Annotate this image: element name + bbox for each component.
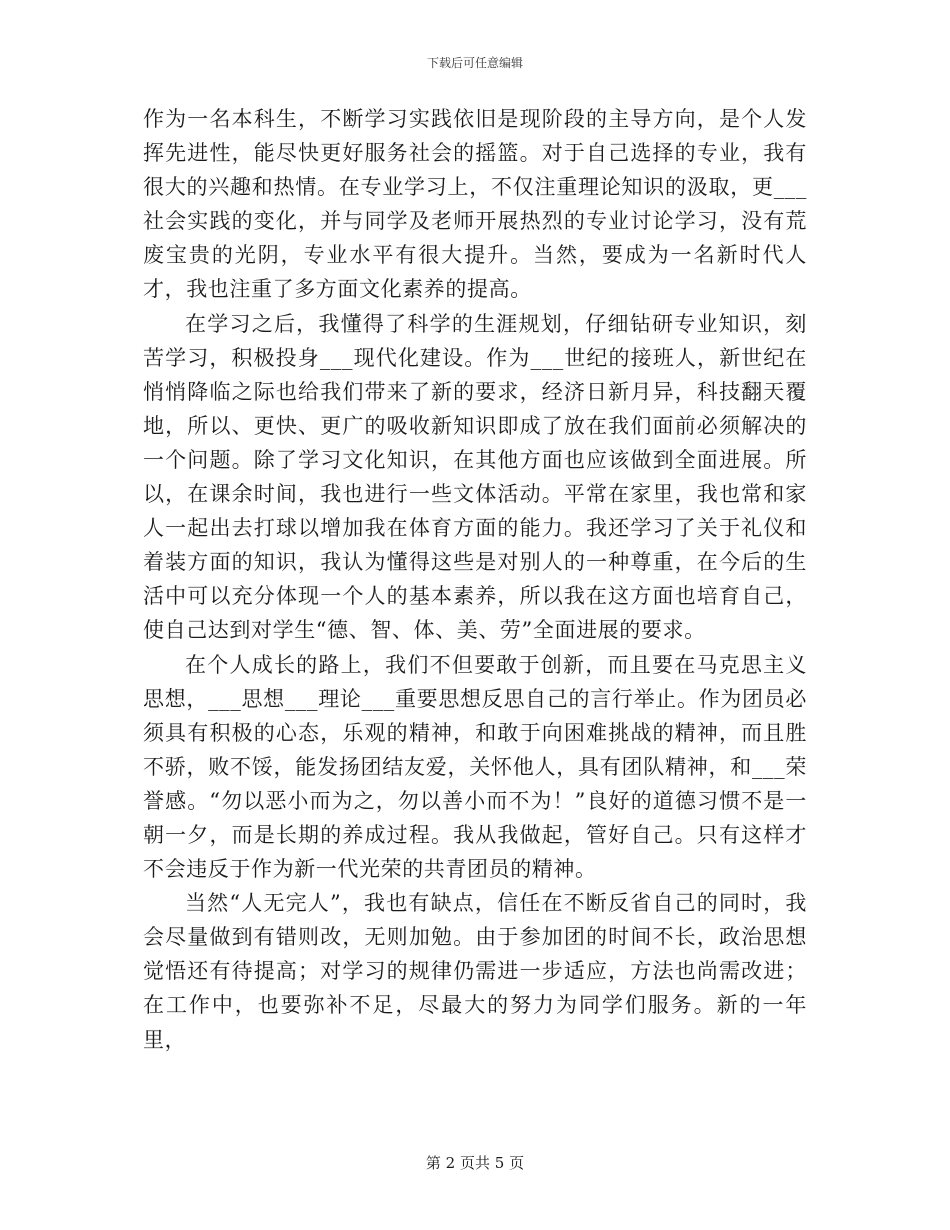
paragraph-2: 在学习之后，我懂得了科学的生涯规划，仔细钻研专业知识，刻苦学习，积极投身___现代化建设。作为___世纪的接班人，新世纪在悄悄降临之际也给我们带来了新的要求，经济日新月异，科技翻天覆地，所以、更快、更广的吸收新知识即成了放在我们面前必须解决的一个问题。除了学习文化知识，在其他方面也应该做到全面进展。所以，在课余时间，我也进行一些文体活动。平常在家里，我也常和家人一起出去打球以增加我在体育方面的能力。我还学习了关于礼仪和着装方面的知识，我认为懂得这些是对别人的一种尊重，在今后的生活中可以充分体现一个人的基本素养，所以我在这方面也培育自己，使自己达到对学生“德、智、体、美、劳”全面进展的要求。 bbox=[143, 311, 807, 643]
page-number-footer: 第 2 页共 5 页 bbox=[425, 1154, 525, 1172]
paragraph-4: 当然“人无完人”，我也有缺点，信任在不断反省自己的同时，我会尽量做到有错则改，无则加勉。由于参加团的时间不长，政治思想觉悟还有待提高；对学习的规律仍需进一步适应，方法也尚需改进；在工作中，也要弥补不足，尽最大的努力为同学们服务。新的一年里， bbox=[143, 891, 807, 1052]
paragraph-3: 在个人成长的路上，我们不但要敢于创新，而且要在马克思主义思想，___思想___理论___重要思想反思自己的言行举止。作为团员必须具有积极的心态，乐观的精神，和敢于向困难挑战的精神，而且胜不骄，败不馁，能发扬团结友爱，关怀他人，具有团队精神，和___荣誉感。“勿以恶小而为之，勿以善小而不为！”良好的道德习惯不是一朝一夕，而是长期的养成过程。我从我做起，管好自己。只有这样才不会违反于作为新一代光荣的共青团员的精神。 bbox=[143, 652, 807, 882]
page-header: 下载后可任意编辑 bbox=[426, 56, 523, 70]
document-body bbox=[143, 102, 807, 1057]
paragraph-1: 作为一名本科生，不断学习实践依旧是现阶段的主导方向，是个人发挥先进性，能尽快更好服务社会的摇篮。对于自己选择的专业，我有很大的兴趣和热情。在专业学习上，不仅注重理论知识的汲取，更___社会实践的变化，并与同学及老师开展热烈的专业讨论学习，没有荒废宝贵的光阴，专业水平有很大提升。当然，要成为一名新时代人才，我也注重了多方面文化素养的提高。 bbox=[143, 107, 807, 302]
